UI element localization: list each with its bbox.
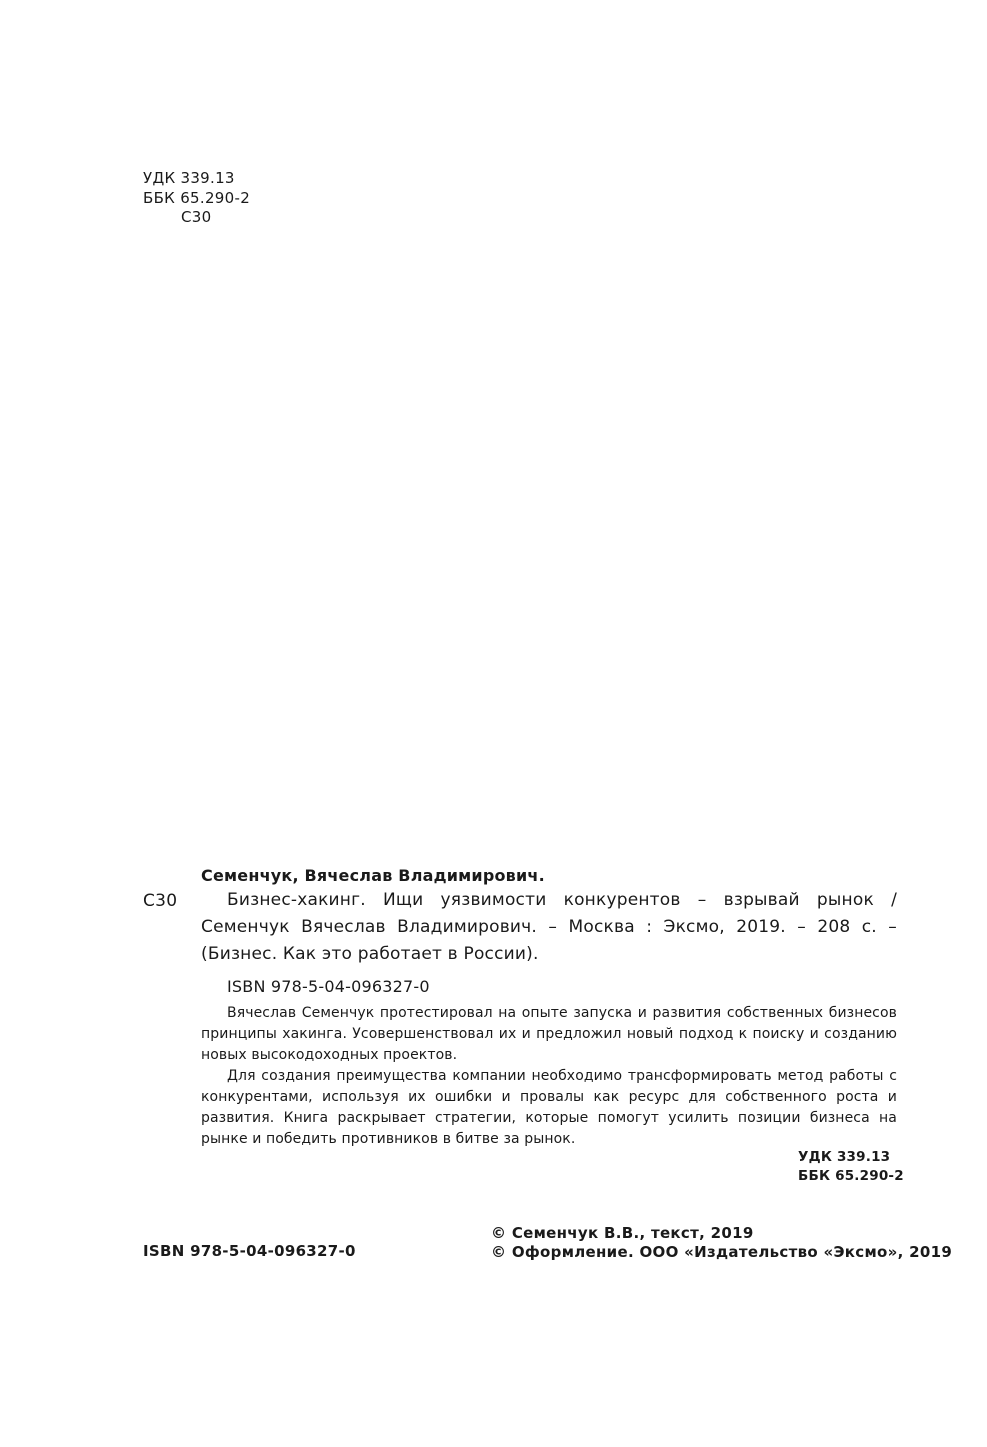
entry-isbn: ISBN 978-5-04-096327-0 bbox=[227, 977, 430, 996]
copyright-text: © Семенчук В.В., текст, 2019 bbox=[491, 1224, 754, 1242]
abstract bbox=[201, 1003, 897, 1150]
footer-isbn: ISBN 978-5-04-096327-0 bbox=[143, 1242, 356, 1260]
bibliographic-description: Бизнес-хакинг. Ищи уязвимости конкурентов – взрывай рынок / Семенчук Вячеслав Владимирович. – Москва : Эксмо, 2019. – 208 с. – (Бизнес. Как это работает в России). bbox=[201, 890, 897, 964]
abstract-paragraph-1: Вячеслав Семенчук протестировал на опыте запуска и развития собственных бизнесов принципы хакинга. Усовершенствовал их и предложил новый подход к поиску и созданию новых высокодоходных проектов. bbox=[201, 1005, 897, 1063]
top-author-sign: С30 bbox=[181, 208, 212, 226]
top-udk: УДК 339.13 bbox=[143, 169, 235, 187]
author-heading: Семенчук, Вячеслав Владимирович. bbox=[201, 866, 545, 885]
top-bbk: ББК 65.290-2 bbox=[143, 189, 251, 207]
copyright-design: © Оформление. ООО «Издательство «Эксмо», 2019 bbox=[491, 1243, 953, 1261]
entry-author-sign: С30 bbox=[143, 891, 178, 911]
entry-bbk: ББК 65.290-2 bbox=[798, 1168, 904, 1184]
abstract-paragraph-2: Для создания преимущества компании необходимо трансформировать метод работы с конкурентами, используя их ошибки и провалы как ресурс для собственного роста и развития. Книга раскрывает стратегии, которые помогут усилить позиции бизнеса на рынке и победить противников в битве за рынок. bbox=[201, 1068, 897, 1147]
entry-udk: УДК 339.13 bbox=[798, 1149, 891, 1165]
